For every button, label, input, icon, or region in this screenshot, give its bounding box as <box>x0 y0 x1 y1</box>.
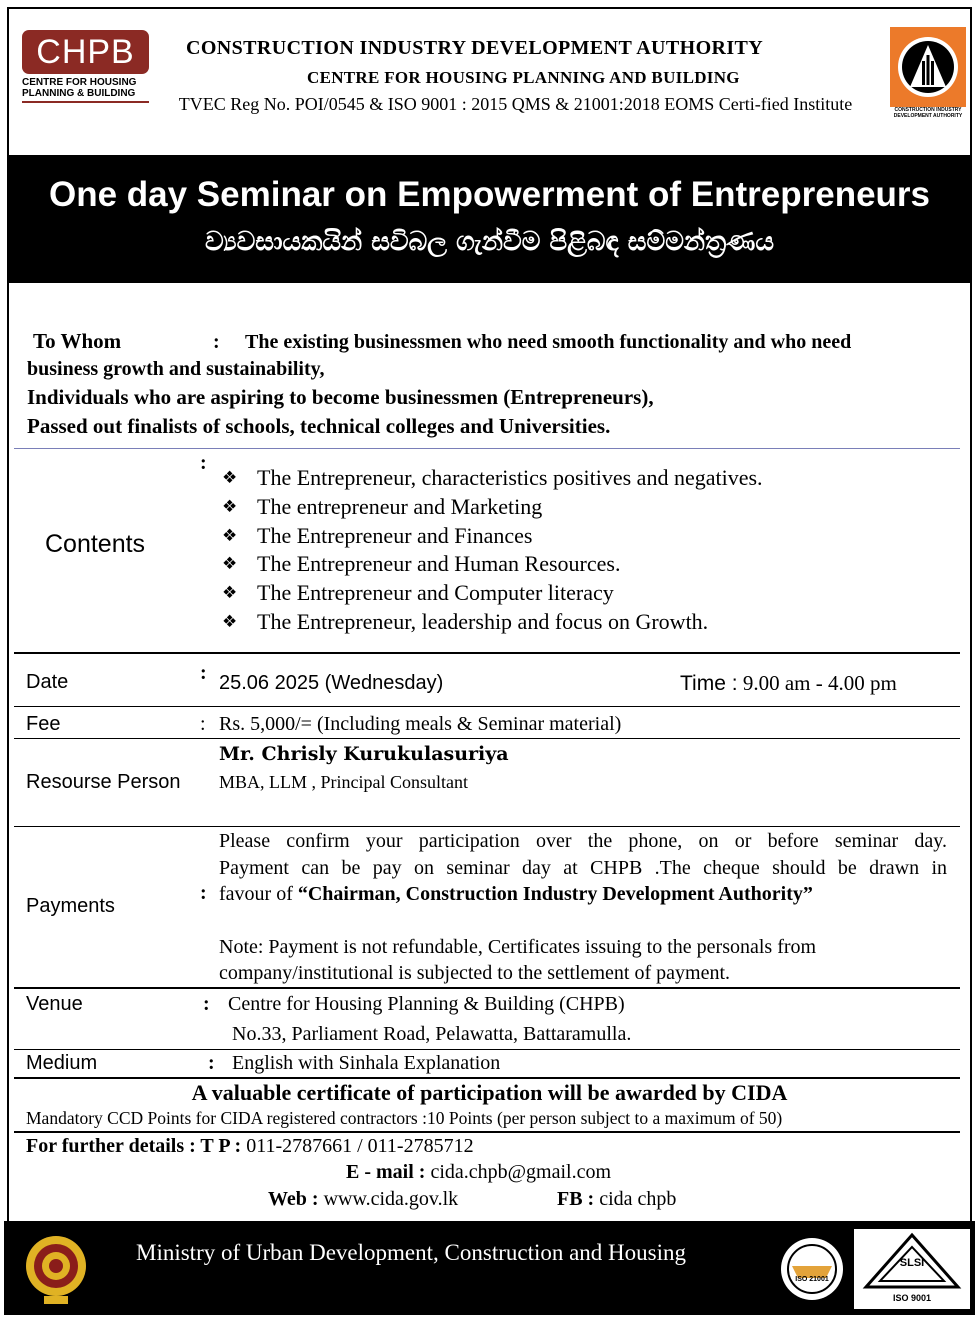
date-value: 25.06 2025 (Wednesday) <box>219 672 444 694</box>
divider <box>14 738 960 739</box>
slsi-text: SLSI <box>899 1257 925 1269</box>
resource-person-title: MBA, LLM , Principal Consultant <box>219 772 468 792</box>
to-whom-label: To Whom <box>33 329 122 353</box>
divider <box>14 1077 960 1079</box>
details-label: For further details : T P : <box>26 1135 242 1157</box>
title-english: One day Seminar on Empowerment of Entrepreneurs <box>48 175 931 214</box>
venue-line2: No.33, Parliament Road, Pelawatta, Battaramulla. <box>232 1023 632 1045</box>
header-registration: TVEC Reg No. POI/0545 & ISO 9001 : 2015 QMS & 21001:2018 EOMS Certi-fied Institute <box>178 94 853 114</box>
header-authority: CONSTRUCTION INDUSTRY DEVELOPMENT AUTHORITY <box>186 37 764 59</box>
medium-value: English with Sinhala Explanation <box>232 1052 501 1074</box>
list-item: ❖ The Entrepreneur, characteristics positives and negatives. <box>222 464 763 493</box>
resource-person-label: Resourse Person <box>26 771 181 793</box>
web-label: Web : <box>268 1188 319 1210</box>
email-address[interactable]: cida.chpb@gmail.com <box>430 1161 612 1183</box>
time-value: 9.00 am - 4.00 pm <box>742 671 897 695</box>
contact-fb-row <box>557 1188 676 1211</box>
list-item: ❖ The Entrepreneur, leadership and focus on Growth. <box>222 608 763 637</box>
divider <box>14 448 960 449</box>
phone-number: 011-2787661 / 011-2785712 <box>246 1135 474 1157</box>
diamond-bullet-icon: ❖ <box>222 468 238 488</box>
payments-label: Payments <box>26 895 115 917</box>
list-item: ❖ The Entrepreneur and Finances <box>222 522 763 551</box>
facebook-link[interactable]: cida chpb <box>599 1188 677 1210</box>
cida-logo-caption: CONSTRUCTION INDUSTRY DEVELOPMENT AUTHORITY <box>893 107 963 119</box>
fee-colon: : <box>200 713 206 735</box>
venue-label: Venue <box>26 993 83 1015</box>
to-whom-line1: The existing businessmen who need smooth functionality and who need <box>245 331 852 353</box>
to-whom-colon: : <box>213 331 220 353</box>
venue-line1: Centre for Housing Planning & Building (CHPB) <box>228 993 625 1015</box>
contents-colon: : <box>200 452 207 474</box>
cida-logo <box>890 27 966 107</box>
fb-label: FB : <box>557 1188 595 1210</box>
iso-21001-text: ISO 21001 <box>795 1276 829 1283</box>
divider <box>14 987 960 989</box>
iso-9001-text: ISO 9001 <box>892 1293 932 1303</box>
payee-name: “Chairman, Construction Industry Development Authority” <box>297 883 813 905</box>
chpb-logo-underline <box>22 101 149 103</box>
divider <box>14 1049 960 1050</box>
fee-value: Rs. 5,000/= (Including meals & Seminar material) <box>219 713 622 735</box>
diamond-bullet-icon: ❖ <box>222 583 238 604</box>
contents-list <box>222 464 763 637</box>
list-item: ❖ The Entrepreneur and Human Resources. <box>222 550 763 579</box>
payments-line1: Please confirm your participation over the phone, on or before seminar day. <box>219 830 947 852</box>
contact-phone-row <box>26 1135 474 1158</box>
certificate-headline: A valuable certificate of participation will be awarded by CIDA <box>191 1080 788 1105</box>
date-colon: : <box>200 662 207 684</box>
chpb-logo-sub1: CENTRE FOR HOUSING <box>22 77 137 88</box>
list-item: ❖ The Entrepreneur and Computer literacy <box>222 579 763 608</box>
title-banner <box>9 155 970 283</box>
contact-web-row <box>268 1188 458 1211</box>
contact-email-row <box>346 1161 611 1184</box>
divider <box>14 826 960 827</box>
payments-text <box>219 828 947 987</box>
to-whom-line4: Passed out finalists of schools, technical colleges and Universities. <box>27 414 611 438</box>
divider <box>14 652 960 654</box>
time-label: Time : <box>680 672 738 695</box>
title-sinhala: ව්‍යවසායකයින් සවිබල ගැන්වීම පිළිබඳ සම්මන්ත්‍රණය <box>204 227 775 257</box>
diamond-bullet-icon: ❖ <box>222 525 238 546</box>
payments-line3: favour of “Chairman, Construction Industry Development Authority” <box>219 883 813 905</box>
chpb-logo-text: CHPB <box>22 30 149 74</box>
medium-label: Medium <box>26 1052 98 1074</box>
payments-colon: : <box>200 882 207 904</box>
diamond-bullet-icon: ❖ <box>222 496 238 517</box>
resource-person-name: Mr. Chrisly Kurukulasuriya <box>219 743 509 765</box>
sri-lanka-emblem-icon <box>24 1232 88 1306</box>
to-whom-section <box>27 328 947 441</box>
diamond-bullet-icon: ❖ <box>222 611 238 632</box>
chpb-logo-sub2: PLANNING & BUILDING <box>22 88 136 99</box>
payments-note2: company/institutional is subjected to the settlement of payment. <box>219 962 731 984</box>
payments-line2: Payment can be pay on seminar day at CHPB .The cheque should be drawn in <box>219 856 947 879</box>
payments-note1: Note: Payment is not refundable, Certificates issuing to the personals from <box>219 935 817 958</box>
to-whom-line3: Individuals who are aspiring to become businessmen (Entrepreneurs), <box>27 385 654 409</box>
iso-21001-badge-icon <box>780 1236 844 1302</box>
ccd-points-note: Mandatory CCD Points for CIDA registered contractors :10 Points (per person subject to a maximum of 50) <box>26 1108 783 1128</box>
slsi-iso-9001-badge <box>854 1229 970 1309</box>
diamond-bullet-icon: ❖ <box>222 554 238 575</box>
divider <box>14 1131 960 1133</box>
divider <box>14 706 960 707</box>
medium-colon: : <box>208 1052 215 1074</box>
date-label: Date <box>26 671 69 693</box>
chpb-logo <box>22 30 149 103</box>
ministry-name: Ministry of Urban Development, Construction and Housing <box>136 1240 687 1265</box>
footer-bar <box>4 1221 975 1315</box>
fee-label: Fee <box>26 713 61 735</box>
header-centre: CENTRE FOR HOUSING PLANNING AND BUILDING <box>307 68 740 87</box>
venue-colon: : <box>203 993 210 1015</box>
list-item: ❖ The entrepreneur and Marketing <box>222 493 763 522</box>
cida-emblem-icon <box>896 33 960 101</box>
to-whom-line2: business growth and sustainability, <box>27 358 325 380</box>
time-row <box>680 671 897 696</box>
email-label: E - mail : <box>346 1161 426 1183</box>
contents-label: Contents <box>45 530 146 558</box>
website-link[interactable]: www.cida.gov.lk <box>323 1188 459 1210</box>
